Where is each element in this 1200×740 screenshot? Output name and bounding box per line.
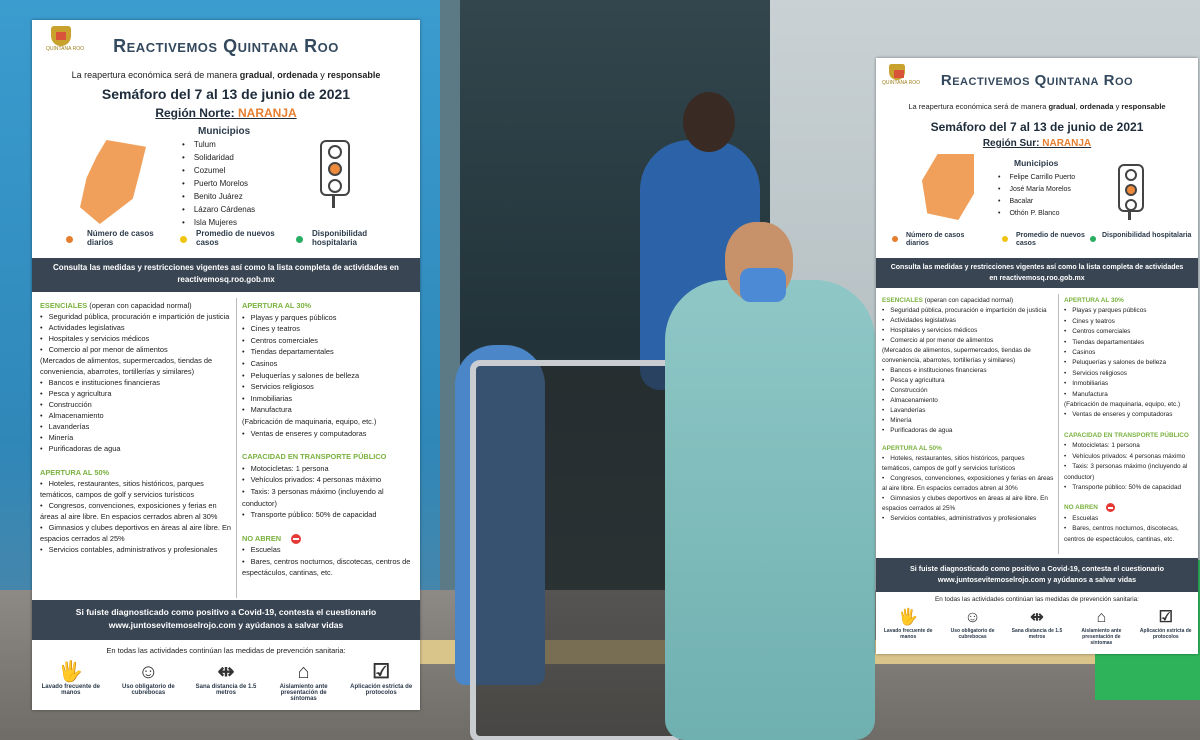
list-item: (Fabricación de maquinaria, equipo, etc.) [242, 416, 377, 426]
poster-subtitle [32, 70, 420, 80]
municipio-item: • Isla Mujeres [182, 216, 255, 229]
medida-label: Uso obligatorio de cubrebocas [950, 628, 995, 640]
list-item: • Congresos, convenciones, exposiciones y ferias en áreas al aire libre. En espacios cerrados abren al 30% [882, 474, 1054, 494]
subtitle-sep: y [317, 70, 328, 80]
worker-head [683, 92, 735, 152]
subtitle-sep: y [1113, 102, 1122, 111]
list-item: • Gimnasios y clubes deportivos en áreas al aire libre. En espacios cerrados al 25% [40, 522, 232, 544]
list-item: • Manufactura [1064, 390, 1194, 400]
section-note: (operan con capacidad normal) [87, 301, 192, 310]
column-divider [236, 298, 237, 598]
list-item: • Cines y teatros [1064, 317, 1194, 327]
medida-label: Aplicación estricta de protocolos [350, 684, 413, 696]
dot-orange [66, 236, 73, 243]
poster-subtitle [876, 102, 1198, 111]
list-item: • Congresos, convenciones, exposiciones y ferias en áreas al aire libre. En espacios cerrados abren al 30% [40, 500, 232, 522]
section-esenciales [40, 300, 232, 311]
lamp [1125, 199, 1137, 211]
list-item: • Playas y parques públicos [242, 312, 414, 324]
list-item: • Playas y parques públicos [1064, 306, 1194, 316]
region-color: NARANJA [1042, 138, 1092, 149]
medida-label: Aislamiento ante presentación de síntomas [1081, 628, 1122, 646]
list-transporte [1064, 441, 1194, 493]
covid-band: Si fuiste diagnosticado como positivo a Covid-19, contesta el cuestionario www.juntosevitemoselrojo.com y ayúdanos a salvar vidas [32, 600, 420, 640]
list-item: • Seguridad pública, procuración e impartición de justicia [882, 306, 1054, 316]
prevencion-title: En todas las actividades continúan las medidas de prevención sanitaria: [106, 646, 346, 655]
traffic-light-pole [332, 194, 335, 208]
medic-face-mask [740, 268, 786, 302]
municipio-item: • Solidaridad [182, 151, 255, 164]
municipio-item: • Benito Juárez [182, 190, 255, 203]
list-item: • Actividades legislativas [40, 322, 232, 333]
list-item: • Bancos e instituciones financieras [40, 377, 232, 388]
medida-aislamiento [1072, 608, 1130, 646]
list-item: • Centros comerciales [1064, 327, 1194, 337]
covid-band: Si fuiste diagnosticado como positivo a Covid-19, contesta el cuestionario www.juntosevitemoselrojo.com y ayúdanos a salvar vidas [876, 558, 1198, 592]
subtitle-text: La reapertura económica será de manera [908, 102, 1049, 111]
section-note: (operan con capacidad normal) [922, 297, 1014, 304]
list-item: • Comercio al por menor de alimentos [882, 336, 1054, 346]
hand-wash-icon: 🖐 [898, 609, 919, 626]
lamp [1125, 169, 1137, 181]
list-item: • Comercio al por menor de alimentos [40, 344, 232, 355]
column-left [40, 300, 232, 555]
list-item: • Centros comerciales [242, 335, 414, 347]
no-entry-icon [1106, 503, 1115, 512]
protocol-clipboard-icon: ☑ [372, 661, 391, 683]
list-item: • Motocicletas: 1 persona [1064, 441, 1194, 451]
list-item: • Pesca y agricultura [882, 376, 1054, 386]
medida-label: Uso obligatorio de cubrebocas [122, 684, 175, 696]
dot-yellow [180, 236, 187, 243]
consult-band: Consulta las medidas y restricciones vigentes así como la lista completa de actividades en reactivemosq.roo.gob.mx [876, 258, 1198, 288]
medida-label: Aplicación estricta de protocolos [1139, 628, 1192, 640]
list-item: • Vehículos privados: 4 personas máximo [242, 474, 414, 486]
list-item: • Casinos [242, 358, 414, 370]
medida-label: Aislamiento ante presentación de síntomas [279, 684, 328, 702]
section-apertura-50: APERTURA AL 50% [40, 468, 110, 477]
poster-region-norte [32, 20, 420, 710]
section-esenciales [882, 296, 1054, 306]
list-item: • Servicios religiosos [242, 381, 414, 393]
municipio-item: • Othón P. Blanco [998, 208, 1075, 220]
region-map [80, 140, 146, 224]
list-item: • Transporte público: 50% de capacidad [1064, 483, 1194, 493]
list-item: (Mercados de alimentos, supermercados, tiendas de conveniencia, abarrotes, tortillerías y similares) [882, 347, 1031, 364]
municipios-list [998, 172, 1075, 220]
list-item: • Hospitales y servicios médicos [40, 333, 232, 344]
column-right [1064, 296, 1194, 545]
list-item: • Inmobiliarias [1064, 379, 1194, 389]
subtitle-ordenada: ordenada [277, 70, 318, 80]
list-item: • Servicios contables, administrativos y profesionales [882, 514, 1054, 524]
section-no-abren [242, 533, 414, 545]
logo-text: QUINTANA ROO [46, 46, 84, 52]
face-mask-icon: ☺ [138, 661, 159, 683]
list-item: • Vehículos privados: 4 personas máximo [1064, 452, 1194, 462]
list-esenciales [882, 306, 1054, 436]
medida-distancia [1008, 608, 1066, 646]
medida-distancia [191, 660, 261, 702]
region-heading: Región Norte: NARANJA [155, 106, 297, 120]
list-item: • Casinos [1064, 348, 1194, 358]
list-apertura-50 [40, 478, 232, 555]
subtitle-responsable: responsable [327, 70, 381, 80]
municipio-item: • Felipe Carrillo Puerto [998, 172, 1075, 184]
list-item: • Bares, centros nocturnos, discotecas, centros de espectáculos, cantinas, etc. [242, 556, 414, 579]
municipio-item: • Puerto Morelos [182, 177, 255, 190]
municipio-item: • José María Morelos [998, 184, 1075, 196]
list-item: (Fabricación de maquinaria, equipo, etc.) [1064, 401, 1181, 409]
medic-in-gown [665, 280, 875, 740]
dot-green [1090, 236, 1096, 242]
municipios-title: Municipios [1014, 158, 1059, 168]
logo-text: QUINTANA ROO [882, 80, 920, 86]
municipios-list [182, 138, 255, 229]
municipio-item: • Bacalar [998, 196, 1075, 208]
municipio-item: • Cozumel [182, 164, 255, 177]
list-item: • Motocicletas: 1 persona [242, 463, 414, 475]
traffic-light-icon [320, 140, 350, 196]
poster-region-sur [876, 58, 1198, 654]
list-item: • Hoteles, restaurantes, sitios históricos, parques temáticos, campos de golf y servicios turísticos [882, 454, 1054, 474]
column-left [882, 296, 1054, 524]
list-apertura-50 [882, 454, 1054, 524]
section-title: NO ABREN [1064, 504, 1098, 512]
semaforo-week: Semáforo del 7 al 13 de junio de 2021 [101, 86, 351, 102]
list-item: • Gimnasios y clubes deportivos en áreas al aire libre. En espacios cerrados al 25% [882, 494, 1054, 514]
list-item: • Manufactura [242, 404, 414, 416]
list-item: • Escuelas [242, 544, 414, 556]
section-title: NO ABREN [242, 533, 282, 543]
medida-aislamiento [269, 660, 339, 702]
subtitle-sep: , [1075, 102, 1080, 111]
section-no-abren [1064, 503, 1194, 514]
list-item: • Pesca y agricultura [40, 388, 232, 399]
section-apertura-30: APERTURA AL 30% [1064, 297, 1124, 304]
lamp-orange [1125, 184, 1137, 196]
traffic-light-pole [1128, 210, 1131, 220]
legend-disponibilidad: Disponibilidad hospitalaria [312, 229, 368, 247]
list-item: • Servicios contables, administrativos y profesionales [40, 544, 232, 555]
list-item: • Lavanderías [882, 406, 1054, 416]
municipio-item: • Tulum [182, 138, 255, 151]
stretcher [470, 360, 682, 740]
medida-label: Lavado frecuente de manos [41, 684, 100, 696]
list-item: • Minería [882, 416, 1054, 426]
semaforo-week: Semáforo del 7 al 13 de junio de 2021 [930, 120, 1144, 134]
medida-label: Sana distancia de 1.5 metros [195, 684, 257, 696]
column-divider [1058, 294, 1059, 554]
municipios-title: Municipios [198, 126, 251, 137]
list-item: • Taxis: 3 personas máximo (incluyendo al conductor) [1064, 462, 1194, 483]
region-map [922, 154, 974, 220]
subtitle-gradual: gradual [1048, 102, 1076, 111]
medida-cubrebocas [113, 660, 183, 702]
prevention-icons-row [32, 660, 420, 702]
section-transporte: CAPACIDAD EN TRANSPORTE PÚBLICO [242, 452, 387, 462]
list-item: • Seguridad pública, procuración e impartición de justicia [40, 311, 232, 322]
list-item: • Minería [40, 432, 232, 443]
poster-title: Reactivemos Quintana Roo [940, 72, 1134, 89]
hand-wash-icon: 🖐 [58, 661, 84, 683]
list-item: • Almacenamiento [40, 410, 232, 421]
region-label: Región Norte [155, 106, 231, 120]
traffic-light-icon [1118, 164, 1144, 212]
prevencion-title: En todas las actividades continúan las medidas de prevención sanitaria: [935, 596, 1139, 603]
list-item: • Bancos e instituciones financieras [882, 366, 1054, 376]
legend-promedio: Promedio de nuevos casos [1016, 232, 1085, 247]
house-isolation-icon: ⌂ [1096, 609, 1107, 626]
list-item: (Mercados de alimentos, supermercados, tiendas de conveniencia, abarrotes, tortillerías y similares) [40, 356, 213, 376]
section-title: ESENCIALES [40, 301, 88, 310]
list-item: • Transporte público: 50% de capacidad [242, 509, 414, 521]
list-item: • Tiendas departamentales [1064, 338, 1194, 348]
region-heading: Región Sur: NARANJA [982, 138, 1092, 149]
list-item: • Hospitales y servicios médicos [882, 326, 1054, 336]
lamp-orange [328, 162, 342, 176]
face-mask-icon: ☺ [964, 609, 981, 626]
list-no-abren [1064, 514, 1194, 545]
list-apertura-30 [242, 312, 414, 440]
medida-cubrebocas [944, 608, 1002, 646]
list-item: • Actividades legislativas [882, 316, 1054, 326]
list-item: • Lavanderías [40, 421, 232, 432]
list-item: • Bares, centros nocturnos, discotecas, centros de espectáculos, cantinas, etc. [1064, 524, 1194, 545]
list-no-abren [242, 544, 414, 579]
legend-disponibilidad: Disponibilidad hospitalaria [1102, 232, 1192, 239]
list-item: • Purificadoras de agua [40, 443, 232, 454]
column-right [242, 300, 414, 579]
list-apertura-30 [1064, 306, 1194, 420]
subtitle-responsable: responsable [1121, 102, 1166, 111]
section-transporte: CAPACIDAD EN TRANSPORTE PÚBLICO [1064, 431, 1189, 439]
legend-promedio: Promedio de nuevos casos [196, 229, 275, 247]
region-color: NARANJA [238, 106, 297, 120]
list-item: • Taxis: 3 personas máximo (incluyendo al conductor) [242, 486, 414, 509]
list-transporte [242, 463, 414, 521]
no-entry-icon [291, 534, 301, 544]
legend-casos-diarios: Número de casos diarios [906, 232, 965, 247]
list-item: • Peluquerías y salones de belleza [242, 370, 414, 382]
dot-yellow [1002, 236, 1008, 242]
list-item: • Tiendas departamentales [242, 346, 414, 358]
list-item: • Purificadoras de agua [882, 426, 1054, 436]
poster-title: Reactivemos Quintana Roo [113, 36, 339, 56]
dot-orange [892, 236, 898, 242]
prevention-icons-row [876, 608, 1198, 646]
medida-protocolos [1137, 608, 1195, 646]
lamp [328, 179, 342, 193]
subtitle-sep: , [272, 70, 278, 80]
list-item: • Cines y teatros [242, 323, 414, 335]
list-item: • Servicios religiosos [1064, 369, 1194, 379]
consult-band: Consulta las medidas y restricciones vigentes así como la lista completa de actividades en reactivemosq.roo.gob.mx [32, 258, 420, 292]
legend-casos-diarios: Número de casos diarios [87, 229, 154, 247]
medida-lavado [879, 608, 937, 646]
house-isolation-icon: ⌂ [297, 661, 310, 683]
subtitle-gradual: gradual [239, 70, 273, 80]
list-item: • Hoteles, restaurantes, sitios históricos, parques temáticos, campos de golf y servicios turísticos [40, 478, 232, 500]
lamp [328, 145, 342, 159]
section-apertura-50: APERTURA AL 50% [882, 445, 942, 452]
list-item: • Inmobiliarias [242, 393, 414, 405]
municipio-item: • Lázaro Cárdenas [182, 203, 255, 216]
list-item: • Construcción [40, 399, 232, 410]
list-item: • Peluquerías y salones de belleza [1064, 358, 1194, 368]
protocol-clipboard-icon: ☑ [1158, 609, 1173, 626]
list-item: • Almacenamiento [882, 396, 1054, 406]
medida-lavado [36, 660, 106, 702]
list-item: • Construcción [882, 386, 1054, 396]
region-label: Región Sur [982, 138, 1037, 149]
subtitle-ordenada: ordenada [1079, 102, 1114, 111]
section-title: ESENCIALES [882, 297, 923, 304]
list-item: • Ventas de enseres y computadoras [1064, 410, 1194, 420]
medida-label: Lavado frecuente de manos [883, 628, 933, 640]
dot-green [296, 236, 303, 243]
list-item: • Escuelas [1064, 514, 1194, 524]
distance-icon: ⇹ [1030, 609, 1044, 626]
list-item: • Ventas de enseres y computadoras [242, 428, 414, 440]
section-apertura-30: APERTURA AL 30% [242, 301, 312, 310]
medida-label: Sana distancia de 1.5 metros [1011, 628, 1063, 640]
list-esenciales [40, 311, 232, 454]
medida-protocolos [346, 660, 416, 702]
subtitle-text: La reapertura económica será de manera [71, 70, 240, 80]
distance-icon: ⇹ [217, 661, 235, 683]
